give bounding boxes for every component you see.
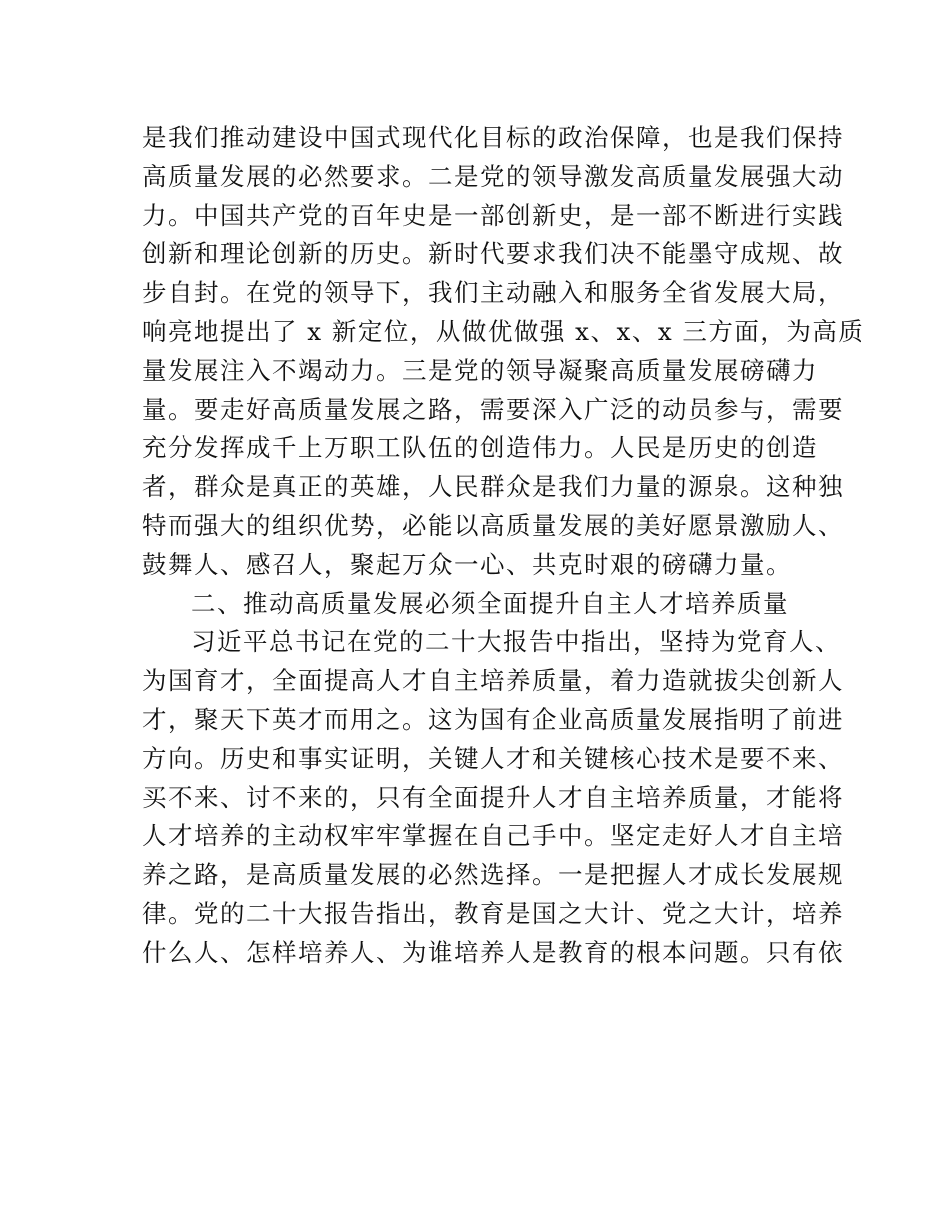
text-line: 方向。历史和事实证明，关键人才和关键核心技术是要不来、 [142, 743, 844, 773]
text-line: 鼓舞人、感召人，聚起万众一心、共克时艰的磅礴力量。 [142, 549, 792, 579]
text-line: 步自封。在党的领导下，我们主动融入和服务全省发展大局， [142, 278, 844, 308]
body-text [142, 119, 865, 973]
text-line: 买不来、讨不来的，只有全面提升人才自主培养质量，才能将 [142, 782, 844, 812]
text-line: 者，群众是真正的英雄，人民群众是我们力量的源泉。这种独 [142, 472, 844, 502]
text-line: 习近平总书记在党的二十大报告中指出，坚持为党育人、 [191, 627, 841, 657]
text-line: 养之路，是高质量发展的必然选择。一是把握人才成长发展规 [142, 860, 844, 890]
text-line: 量。要走好高质量发展之路，需要深入广泛的动员参与，需要 [142, 394, 844, 424]
text-line: 量发展注入不竭动力。三是党的领导凝聚高质量发展磅礴力 [142, 355, 818, 385]
text-line: 力。中国共产党的百年史是一部创新史，是一部不断进行实践 [142, 200, 844, 230]
text-line: 充分发挥成千上万职工队伍的创造伟力。人民是历史的创造 [142, 433, 818, 463]
text-line: 响亮地提出了 x 新定位，从做优做强 x、x、x 三方面，为高质 [142, 316, 865, 346]
text-line: 为国育才，全面提高人才自主培养质量，着力造就拔尖创新人 [142, 666, 844, 696]
text-line: 高质量发展的必然要求。二是党的领导激发高质量发展强大动 [142, 161, 844, 191]
text-line: 什么人、怎样培养人、为谁培养人是教育的根本问题。只有依 [142, 937, 844, 967]
text-line: 是我们推动建设中国式现代化目标的政治保障，也是我们保持 [142, 123, 844, 152]
text-line: 才，聚天下英才而用之。这为国有企业高质量发展指明了前进 [142, 704, 844, 734]
section-heading: 二、推动高质量发展必须全面提升自主人才培养质量 [191, 588, 789, 618]
text-line: 人才培养的主动权牢牢掌握在自己手中。坚定走好人才自主培 [142, 821, 844, 851]
text-line: 特而强大的组织优势，必能以高质量发展的美好愿景激励人、 [142, 510, 844, 540]
text-line: 创新和理论创新的历史。新时代要求我们决不能墨守成规、故 [142, 239, 844, 269]
text-line: 律。党的二十大报告指出，教育是国之大计、党之大计，培养 [142, 898, 844, 928]
